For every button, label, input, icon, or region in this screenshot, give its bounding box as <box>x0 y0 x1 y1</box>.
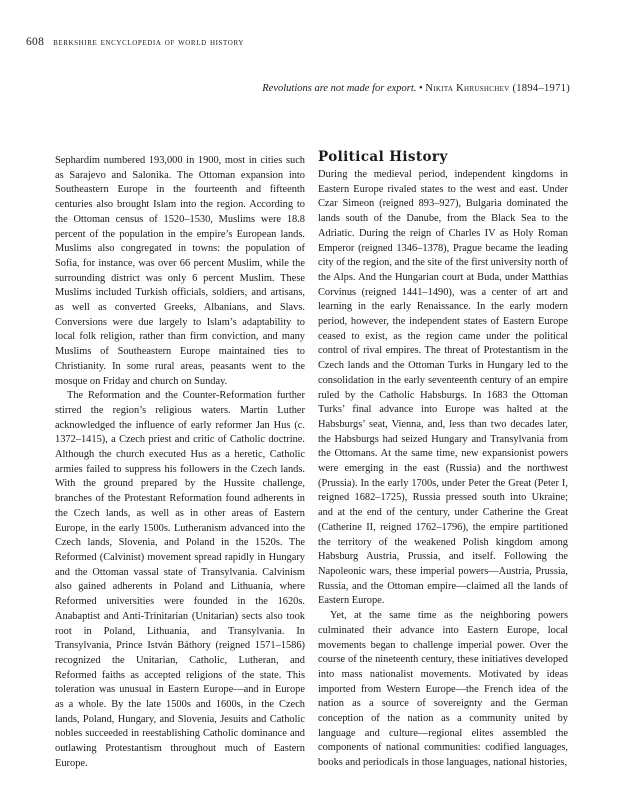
paragraph: Sephardim numbered 193,000 in 1900, most in cities such as Sarajevo and Salonika. The Ottoman expansion into Southeastern Europe in the fourteenth and fifteenth centuries also brought Islam into the region. According to the Ottoman census of 1520–1530, Muslims were 18.8 percent of the population in the empire’s European lands. Muslims also congregated in towns: the population of Sofia, for instance, was over 66 percent Muslim, while the surrounding district was only 6 percent Muslim. These Muslims included Turkish officials, soldiers, and artisans, as well as converted Greeks, Albanians, and Slavs. Conversions were due largely to Islam’s adaptability to local folk religion, rather than firm conviction, and many Muslims of Southeastern Europe maintained ties to Christianity. In some rural areas, peasants went to the mosque on Friday and church on Sunday. <box>55 155 305 387</box>
paragraph: During the medieval period, independent kingdoms in Eastern Europe rivaled states to the west and east. Under Czar Simeon (reigned 893–927), Bulgaria dominated the lands south of the Danube, from the Black Sea to the Adriatic. During the reign of Charles IV as Holy Roman Emperor (reigned 1346–1378), Prague became the leading city of the region, and the site of the first university north of the Alps. And the Hungarian court at Buda, under Matthias Corvinus (reigned 1441–1490), was a center of art and learning in the early Renaissance. In the early modern period, however, the independent states of Eastern Europe ceased to exist, as the region came under the political control of rival empires. The threat of Protestantism in the Czech lands and the Ottoman Turks in Hungary led to the consolidation in the early seventeenth century of an empire ruled by the Catholic Habsburgs. In 1683 the Ottoman Turks’ final advance into Europe was halted at the Habsburgs’ seat, Vienna, and, less than two decades later, the Habsburgs had seized Hungary and Transylvania from the Ottomans. At the same time, new expansionist powers were emerging in the east (Russia) and the northwest (Prussia). In the early 1700s, under Peter the Great (Peter I, reigned 1682–1725), Russia pressed south into Ukraine; and at the end of the century, under Catherine the Great (Catherine II, reigned 1762–1796), the empire partitioned the territory of the weakened Polish kingdom among Habsburg Austria, Prussia, and itself. Following the Napoleonic wars, these imperial powers—Austria, Prussia, Russia, and the Ottoman empire—claimed all the lands of Eastern Europe. <box>318 169 568 607</box>
epigraph-author: Nikita Khrushchev (1894–1971) <box>425 83 570 94</box>
right-column <box>318 149 568 771</box>
epigraph-bullet: • <box>419 83 423 94</box>
paragraph: Yet, at the same time as the neighboring powers culminated their advance into Eastern Europe, local movements began to challenge imperial power. Over the course of the nineteenth century, these initiatives developed into mass nationalist movements. Motivated by ideas imported from Western Europe—the French idea of the nation as a source of sovereignty and the German conception of the nation as a community united by language and culture—regional elites assembled the components of national communities: codified languages, books and periodicals in those languages, national histories, <box>318 610 568 769</box>
epigraph-quote: Revolutions are not made for export. <box>262 83 417 94</box>
page-number: 608 <box>26 36 45 48</box>
running-header <box>26 36 244 48</box>
running-title: berkshire encyclopedia of world history <box>53 37 244 48</box>
left-column <box>55 154 305 772</box>
paragraph: The Reformation and the Counter-Reformation further stirred the region’s religious waters. Martin Luther acknowledged the influence of early reformer Jan Hus (c. 1372–1415), a Czech priest and critic of Catholic doctrine. Although the church executed Hus as a heretic, Catholic armies failed to suppress his followers in the Czech lands. With the ground prepared by the Hussite challenge, branches of the Protestant Reformation found adherents in the Czech lands, as well as in other areas of Eastern Europe, in the early 1500s. Lutheranism advanced into the Czech lands, Slovenia, and Poland in the 1520s. The Reformed (Calvinist) movement spread rapidly in Hungary and the Ottoman vassal state of Transylvania. Calvinism also gained adherents in Poland and Lithuania, where Reformed universities were founded in the 1620s. Anabaptist and Anti-Trinitarian (Unitarian) sects also took root in Poland, Lithuania, and Transylvania. In Transylvania, Prince István Báthory (reigned 1571–1586) recognized the Unitarian, Catholic, Lutheran, and Reformed faiths as accepted religions of the state. This toleration was unusual in Eastern Europe—and in Europe as a whole. By the late 1500s and 1600s, in the Czech lands, Poland, Hungary, and Slovenia, Jesuits and Catholic nobles succeeded in reestablishing Catholic dominance and outlawing Protestantism throughout much of Eastern Europe. <box>55 390 305 769</box>
section-heading: Political History <box>318 149 448 165</box>
epigraph <box>262 83 570 94</box>
